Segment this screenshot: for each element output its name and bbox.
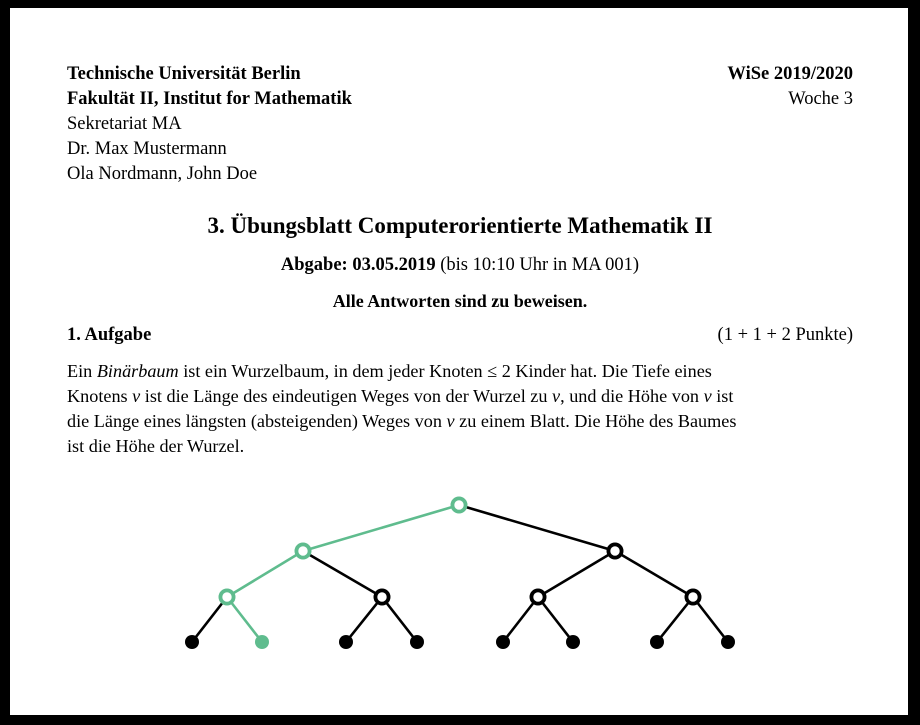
lecturer-name: Dr. Max Mustermann: [67, 139, 227, 159]
tree-edge: [346, 597, 382, 642]
tree-node-rr2: [721, 635, 735, 649]
var-v: v: [132, 386, 141, 406]
week-label: Woche 3: [788, 89, 853, 109]
intro-line: [67, 434, 853, 459]
intro-text: Knotens: [67, 386, 133, 406]
intro-text: ist: [711, 386, 734, 406]
intro-text: Ein: [67, 361, 97, 381]
term-binaerbaum: Binärbaum: [96, 361, 179, 381]
submission-deadline: Abgabe: 03.05.2019: [280, 255, 436, 275]
var-v: v: [703, 386, 712, 406]
tree-node-rl2: [566, 635, 580, 649]
exercise-points: (1 + 1 + 2 Punkte): [717, 325, 853, 345]
submission-line: [67, 253, 853, 278]
secretariat: Sekretariat MA: [67, 114, 182, 134]
tree-edge: [303, 505, 459, 551]
var-v: v: [552, 386, 561, 406]
semester-label: WiSe 2019/2020: [727, 64, 853, 84]
tree-node-rr: [686, 590, 699, 603]
tree-node-lr: [375, 590, 388, 603]
tree-node-rr1: [650, 635, 664, 649]
tree-node-root: [452, 498, 465, 511]
tree-node-r: [608, 544, 621, 557]
binary-tree-svg: [10, 475, 908, 685]
tree-node-lr2: [410, 635, 424, 649]
intro-text: zu einem Blatt. Die Höhe des Baumes: [454, 411, 737, 431]
exercise-intro-paragraph: [67, 359, 853, 459]
tree-edge: [459, 505, 615, 551]
assistants-names: Ola Nordmann, John Doe: [67, 164, 258, 184]
intro-text: ist die Höhe der Wurzel.: [67, 436, 245, 456]
var-v: v: [446, 411, 455, 431]
tree-node-rl: [531, 590, 544, 603]
intro-line: [67, 409, 853, 434]
tree-node-ll2: [255, 635, 269, 649]
intro-text: die Länge eines längsten (absteigenden) Weges von: [67, 411, 447, 431]
tree-edge: [615, 551, 693, 597]
document-page: [10, 8, 908, 715]
tree-node-ll1: [185, 635, 199, 649]
submission-details: (bis 10:10 Uhr in MA 001): [435, 255, 640, 275]
tree-edge: [303, 551, 382, 597]
binary-tree-figure: [10, 475, 908, 685]
tree-node-lr1: [339, 635, 353, 649]
document-header: [67, 62, 853, 187]
tree-edge: [693, 597, 728, 642]
faculty-name: Fakultät II, Institut for Mathematik: [67, 89, 352, 109]
intro-line: [67, 359, 853, 384]
tree-edge: [657, 597, 693, 642]
tree-edge: [503, 597, 538, 642]
tree-edge: [382, 597, 417, 642]
tree-edge: [538, 551, 615, 597]
sheet-title: 3. Übungsblatt Computerorientierte Mathematik II: [207, 213, 713, 238]
header-right-block: [727, 62, 853, 112]
intro-line: [67, 384, 853, 409]
intro-text: ist die Länge des eindeutigen Weges von der Wurzel zu: [140, 386, 553, 406]
tree-edge: [227, 551, 303, 597]
tree-node-l: [296, 544, 309, 557]
header-left-block: [67, 62, 352, 187]
intro-text: ist ein Wurzelbaum, in dem jeder Knoten ≤ 2 Kinder hat. Die Tiefe eines: [178, 361, 712, 381]
tree-node-rl1: [496, 635, 510, 649]
exercise-label: 1. Aufgabe: [67, 325, 152, 345]
tree-edge: [538, 597, 573, 642]
proof-notice: Alle Antworten sind zu beweisen.: [332, 291, 588, 311]
intro-text: , und die Höhe von: [560, 386, 704, 406]
tree-edge: [192, 597, 227, 642]
tree-edge: [227, 597, 262, 642]
tree-node-ll: [220, 590, 233, 603]
institution-name: Technische Universität Berlin: [67, 64, 301, 84]
exercise-heading-row: [67, 323, 853, 348]
